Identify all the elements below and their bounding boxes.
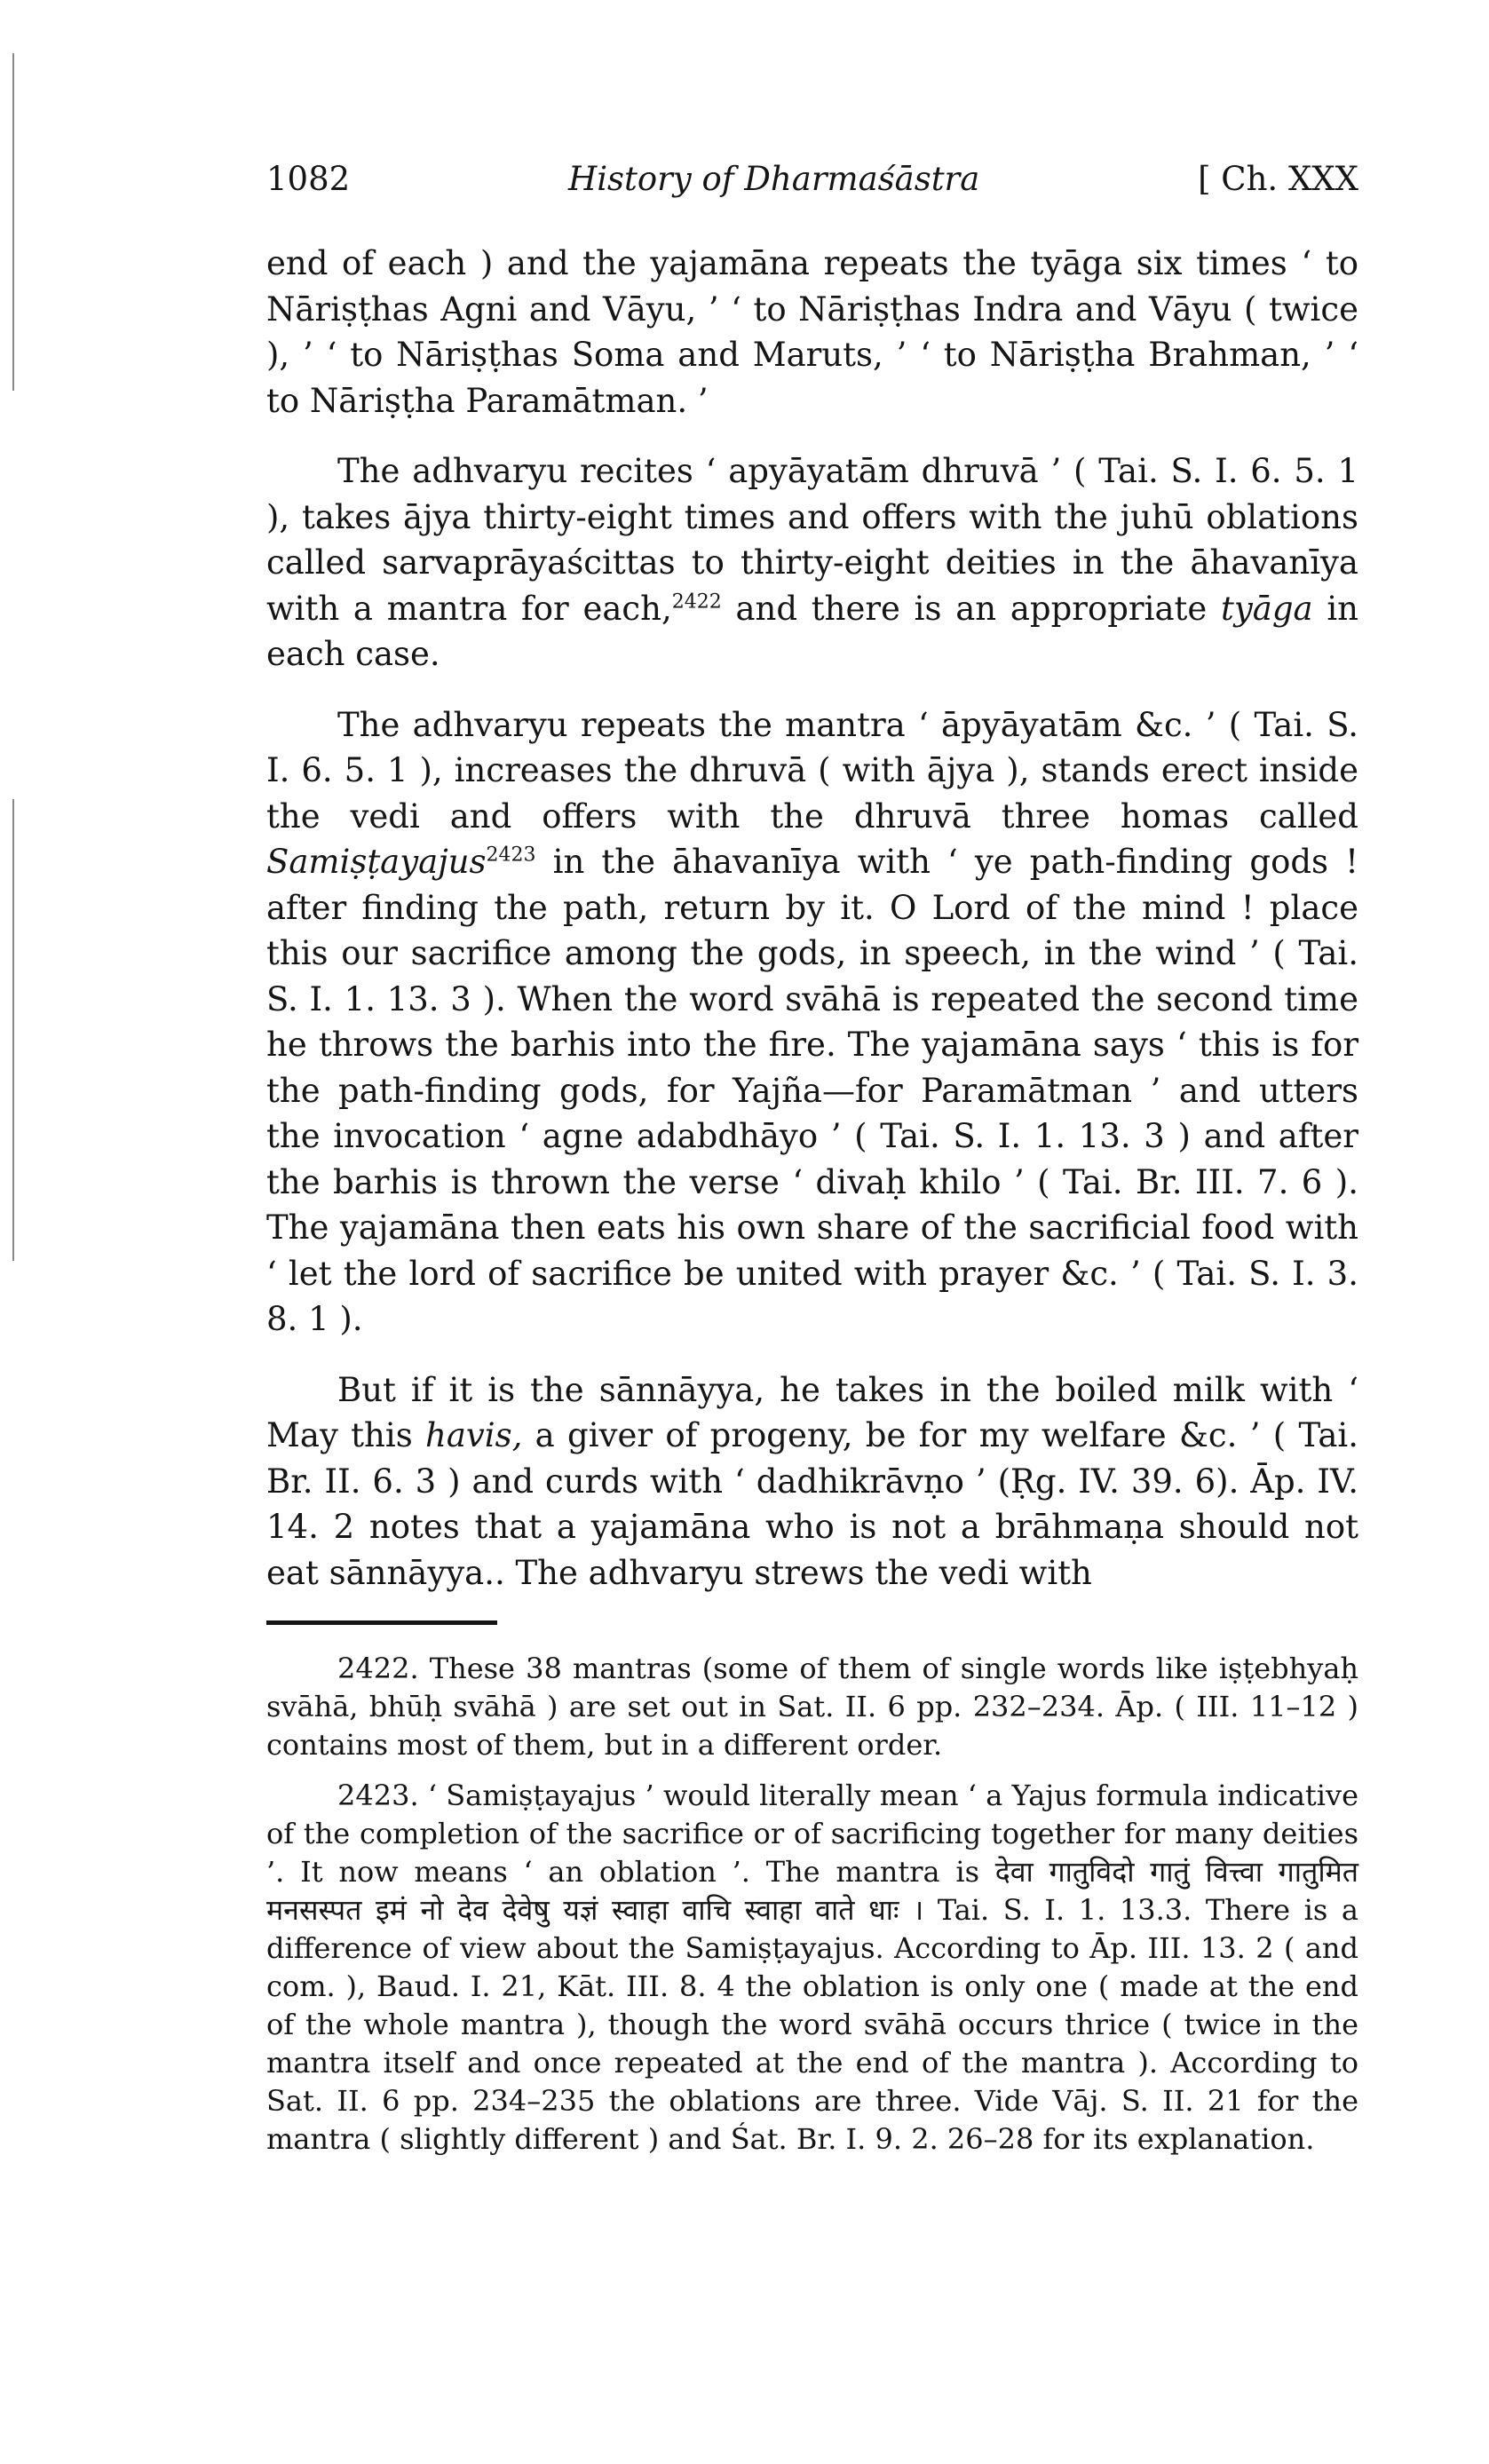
running-header xyxy=(266,160,1358,198)
scan-edge-line xyxy=(12,53,14,391)
paragraph-3: The adhvaryu repeats the mantra ‘ āpyāyatām &c. ’ ( Tai. S. I. 6. 5. 1 ), increases the dhruvā ( with ājya ), stands erect inside the vedi and offers with the dhruvā three homas called Samiṣṭayajus$^{2423}$ in the āhavanīya with ‘ ye path-finding gods ! after finding the path, return by it. O Lord of the mind ! place this our sacrifice among the gods, in speech, in the wind ’ ( Tai. S. I. 1. 13. 3 ). When the word svāhā is repeated the second time he throws the barhis into the fire. The yajamāna says ‘ this is for the path-finding gods, for Yajña—for Paramātman ’ and utters the invocation ‘ agne adabdhāyo ’ ( Tai. S. I. 1. 13. 3 ) and after the barhis is thrown the verse ‘ divaḥ khilo ’ ( Tai. Br. III. 7. 6 ). The yajamāna then eats his own share of the sacrificial food with ‘ let the lord of sacrifice be united with prayer &c. ’ ( Tai. S. I. 3. 8. 1 ). xyxy=(266,705,1358,1338)
paragraph-2: The adhvaryu recites ‘ apyāyatām dhruvā ’ ( Tai. S. I. 6. 5. 1 ), takes ājya thirty-eight times and offers with the juhū oblations called sarvaprāyaścittas to thirty-eight deities in the āhavanīya with a mantra for each,$^{2422}$ and there is an appropriate tyāga in each case. xyxy=(266,452,1358,673)
footnote-ref-2422: 2422 xyxy=(671,590,722,614)
footnote-divider xyxy=(266,1620,497,1625)
paragraph-4: But if it is the sānnāyya, he takes in the boiled milk with ‘ May this havis, a giver of progeny, be for my welfare &c. ’ ( Tai. Br. II. 6. 3 ) and curds with ‘ dadhikrāvṇo ’ (Ṛg. IV. 39. 6). Āp. IV. 14. 2 notes that a yajamāna who is not a brāhmaṇa should not eat sānnāyya.. The adhvaryu strews the vedi with xyxy=(266,1370,1358,1592)
page-number: 1082 xyxy=(266,160,351,198)
book-title: History of Dharmaśāstra xyxy=(567,160,980,198)
chapter-label: [ Ch. XXX xyxy=(1198,160,1358,198)
paragraph-1: end of each ) and the yajamāna repeats the tyāga six times ‘ to Nāriṣṭhas Agni and Vāyu, ’ ‘ to Nāriṣṭhas Indra and Vāyu ( twice ), ’ ‘ to Nāriṣṭhas Soma and Maruts, ’ ‘ to Nāriṣṭha Brahman, ’ ‘ to Nāriṣṭha Paramātman. ’ xyxy=(266,244,1358,420)
devanagari-mantra: देवा गातुविदो गातुं वित्त्वा गातुमित मनसस्पत इमं नो देव देवेषु यज्ञं स्वाहा वाचि स्वाहा वाते धाः । xyxy=(266,1855,1358,1927)
footnote-ref-2423: 2423 xyxy=(486,844,536,867)
footnote-2423: 2423. ‘ Samiṣṭayajus ’ would literally mean ‘ a Yajus formula indicative of the completion of the sacrifice or of sacrificing together for many deities ’. It now means ‘ an oblation ’. The mantra is देवा गातुविदो गातुं वित्त्वा गातुमित मनसस्पत इमं नो देव देवेषु यज्ञं स्वाहा वाचि स्वाहा वाते धाः । Tai. S. I. 1. 13.3. There is a difference of view about the Samiṣṭayajus. According to Āp. III. 13. 2 ( and com. ), Baud. I. 21, Kāt. III. 8. 4 the oblation is only one ( made at the end of the whole mantra ), though the word svāhā occurs thrice ( twice in the mantra itself and once repeated at the end of the mantra ). According to Sat. II. 6 pp. 234–235 the oblations are three. Vide Vāj. S. II. 21 for the mantra ( slightly different ) and Śat. Br. I. 9. 2. 26–28 for its explanation. xyxy=(266,1779,1359,2156)
footnote-2422: 2422. These 38 mantras (some of them of single words like iṣṭebhyaḥ svāhā, bhūḥ svāhā ) are set out in Sat. II. 6 pp. 232–234. Āp. ( III. 11–12 ) contains most of them, but in a different order. xyxy=(266,1652,1358,1762)
page-content xyxy=(266,160,1358,2171)
scan-edge-line xyxy=(12,799,14,1261)
